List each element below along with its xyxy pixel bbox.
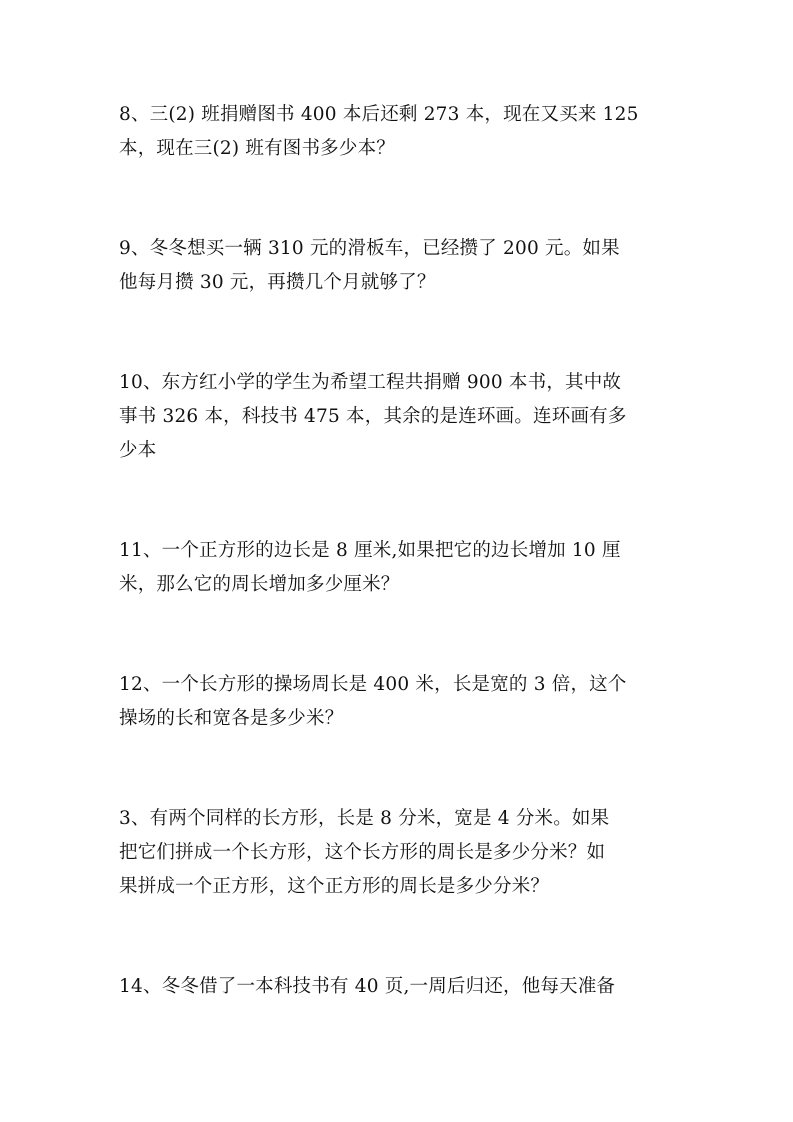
problem-11 [119, 534, 679, 602]
problem-14 [119, 970, 679, 1004]
problem-line: 他每月攒 30 元，再攒几个月就够了？ [119, 272, 436, 293]
problem-13 [119, 802, 679, 904]
problem-line: 9、冬冬想买一辆 310 元的滑板车，已经攒了 200 元。如果 [119, 238, 620, 259]
problem-line: 少本 [119, 440, 157, 461]
problem-line: 米，那么它的周长增加多少厘米？ [119, 574, 400, 595]
problem-line: 本，现在三(2) 班有图书多少本？ [119, 138, 395, 159]
problem-line: 把它们拼成一个长方形，这个长方形的周长是多少分米？如 [119, 842, 606, 863]
problem-line: 果拼成一个正方形，这个正方形的周长是多少分米？ [119, 876, 550, 897]
problem-line: 事书 326 本，科技书 475 本，其余的是连环画。连环画有多 [119, 406, 627, 427]
problem-10 [119, 366, 679, 468]
problem-line: 11、一个正方形的边长是 8 厘米,如果把它的边长增加 10 厘 [119, 540, 621, 561]
problem-line: 3、有两个同样的长方形，长是 8 分米，宽是 4 分米。如果 [119, 808, 610, 829]
problem-line: 12、一个长方形的操场周长是 400 米，长是宽的 3 倍，这个 [119, 674, 627, 695]
problem-line: 10、东方红小学的学生为希望工程共捐赠 900 本书，其中故 [119, 372, 622, 393]
problem-12 [119, 668, 679, 736]
problem-9 [119, 232, 679, 300]
problem-line: 14、冬冬借了一本科技书有 40 页,一周后归还，他每天准备 [119, 976, 616, 997]
problem-line: 操场的长和宽各是多少米？ [119, 708, 344, 729]
problem-line: 8、三(2) 班捐赠图书 400 本后还剩 273 本，现在又买来 125 [119, 104, 639, 125]
problem-8 [119, 98, 679, 166]
